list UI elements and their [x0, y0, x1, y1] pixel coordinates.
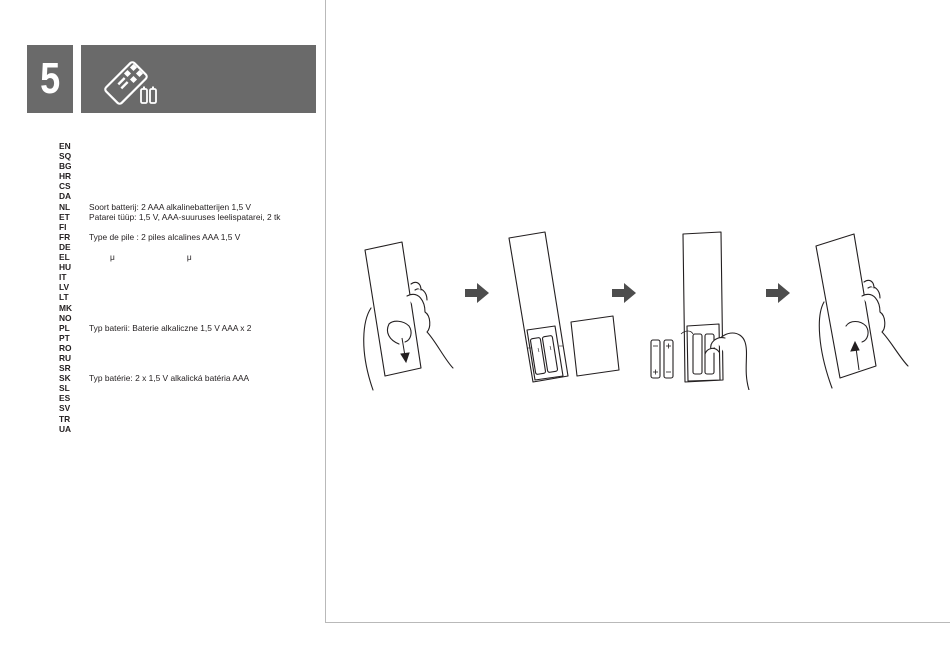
- lang-text: Typ batérie: 2 x 1,5 V alkalická batéria AAA: [89, 373, 250, 384]
- lang-code: PT: [59, 332, 70, 343]
- lang-code: CS: [59, 181, 71, 192]
- lang-row-sl: [59, 383, 281, 393]
- lang-code: HU: [59, 262, 72, 273]
- arrow-right-icon: [612, 283, 636, 303]
- lang-row-ru: [59, 353, 281, 363]
- step-arrow-1: [465, 283, 489, 308]
- lang-code: DA: [59, 191, 72, 202]
- arrow-right-icon: [766, 283, 790, 303]
- lang-row-sv: [59, 403, 281, 413]
- lang-row-da: [59, 191, 281, 201]
- lang-row-en: [59, 141, 281, 151]
- lang-row-no: [59, 313, 281, 323]
- lang-code: SQ: [59, 151, 72, 162]
- lang-code: ES: [59, 393, 71, 404]
- lang-code: HR: [59, 171, 72, 182]
- lang-row-sr: [59, 363, 281, 373]
- lang-row-lt: [59, 292, 281, 302]
- illustration-slide-cover-close: [810, 230, 920, 390]
- lang-row-lv: [59, 282, 281, 292]
- lang-code: RU: [59, 352, 72, 363]
- lang-row-bg: [59, 161, 281, 171]
- lang-text: μ μ: [89, 252, 192, 263]
- lang-row-pt: [59, 333, 281, 343]
- lang-code: EN: [59, 141, 71, 151]
- lang-code: IT: [59, 272, 67, 283]
- lang-row-ua: [59, 424, 281, 434]
- lang-row-pl: [59, 323, 281, 333]
- lang-code: FR: [59, 231, 71, 242]
- lang-code: UA: [59, 423, 72, 434]
- remote-battery-icon: [101, 51, 181, 107]
- lang-code: PL: [59, 322, 70, 333]
- lang-row-mk: [59, 303, 281, 313]
- lang-code: LT: [59, 292, 69, 303]
- lang-code: MK: [59, 302, 73, 313]
- lang-code: FI: [59, 221, 67, 232]
- lang-code: NO: [59, 312, 72, 323]
- lang-code: LV: [59, 282, 70, 293]
- lang-row-el: [59, 252, 281, 262]
- lang-row-de: [59, 242, 281, 252]
- step-number: 5: [40, 54, 60, 103]
- lang-row-sk: [59, 373, 281, 383]
- language-list: [59, 141, 281, 434]
- lang-text: Type de pile : 2 piles alcalines AAA 1,5 V: [89, 231, 241, 242]
- lang-code: SK: [59, 373, 71, 384]
- lang-text: Soort batterij: 2 AAA alkalinebatterijen 1,5 V: [89, 201, 252, 212]
- lang-row-ro: [59, 343, 281, 353]
- lang-code: ET: [59, 211, 70, 222]
- page-divider-vertical: [325, 0, 326, 622]
- lang-code: EL: [59, 252, 70, 263]
- header-icon-box: [81, 45, 316, 113]
- lang-row-fi: [59, 222, 281, 232]
- page-divider-horizontal: [325, 622, 950, 623]
- lang-row-hu: [59, 262, 281, 272]
- lang-code: SL: [59, 383, 70, 394]
- lang-row-et: [59, 212, 281, 222]
- lang-code: BG: [59, 161, 72, 172]
- step-arrow-2: [612, 283, 636, 308]
- lang-row-fr: [59, 232, 281, 242]
- lang-code: TR: [59, 413, 71, 424]
- lang-code: SR: [59, 363, 71, 374]
- illustration-insert-batteries: [645, 230, 755, 390]
- lang-row-hr: [59, 171, 281, 181]
- illustration-slide-cover-open: [355, 240, 465, 400]
- arrow-right-icon: [465, 283, 489, 303]
- lang-row-es: [59, 393, 281, 403]
- lang-row-it: [59, 272, 281, 282]
- lang-text: Patarei tüüp: 1,5 V, AAA-suuruses leelispatarei, 2 tk: [89, 211, 281, 222]
- lang-row-sq: [59, 151, 281, 161]
- lang-code: DE: [59, 241, 71, 252]
- lang-text: Typ baterii: Baterie alkaliczne 1,5 V AAA x 2: [89, 322, 252, 333]
- illustration-cover-removed: [505, 230, 625, 390]
- lang-code: RO: [59, 342, 72, 353]
- step-arrow-3: [766, 283, 790, 308]
- lang-row-cs: [59, 181, 281, 191]
- lang-code: NL: [59, 201, 71, 212]
- step-number-box: [27, 45, 73, 113]
- lang-row-tr: [59, 414, 281, 424]
- lang-row-nl: [59, 202, 281, 212]
- lang-code: SV: [59, 403, 71, 414]
